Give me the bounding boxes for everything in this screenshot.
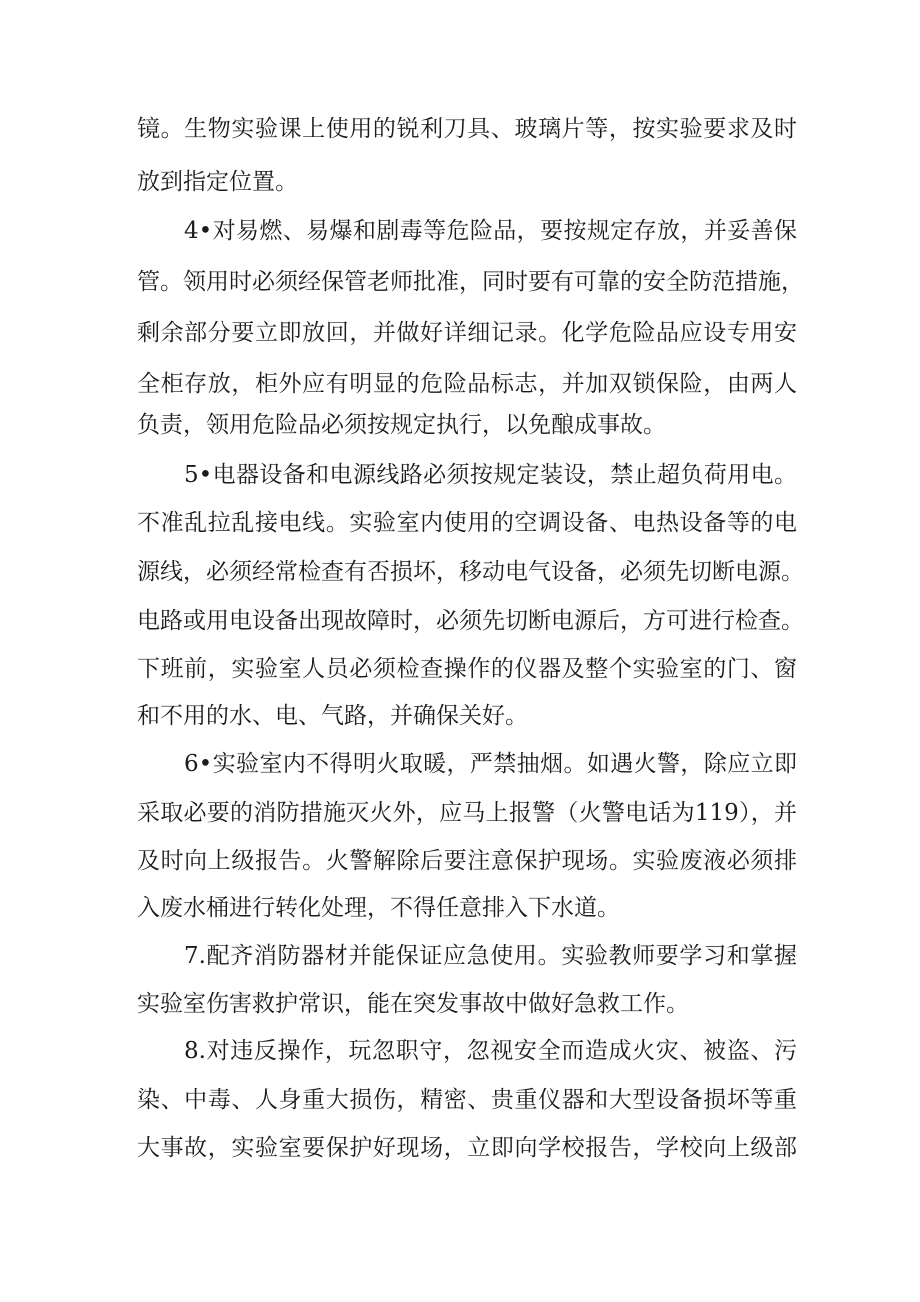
text-line: 7.配齐消防器材并能保证应急使用。实验教师要学习和掌握 [184, 943, 797, 969]
text-line: 染、中毒、人身重大损伤，精密、贵重仪器和大型设备损坏等重 [137, 1087, 797, 1113]
text-line: 入废水桶进行转化处理，不得任意排入下水道。 [137, 895, 620, 921]
text-line: 4•对易燃、易爆和剧毒等危险品，要按规定存放，并妥善保 [184, 218, 797, 244]
text-line: 及时向上级报告。火警解除后要注意保护现场。实验废液必须排 [137, 848, 797, 874]
text-line: 实验室伤害救护常识，能在突发事故中做好急救工作。 [137, 991, 689, 1017]
text-line: 镜。生物实验课上使用的锐利刀具、玻璃片等，按实验要求及时 [137, 116, 797, 142]
text-line: 不准乱拉乱接电线。实验室内使用的空调设备、电热设备等的电 [137, 510, 797, 536]
text-line: 全柜存放，柜外应有明显的危险品标志，并加双锁保险，由两人 [137, 371, 797, 397]
text-line: 8.对违反操作，玩忽职守，忽视安全而造成火灾、被盗、污 [184, 1038, 797, 1064]
text-line: 和不用的水、电、气路，并确保关好。 [137, 703, 528, 729]
text-line: 剩余部分要立即放回，并做好详细记录。化学危险品应设专用安 [137, 320, 797, 346]
text-line: 下班前，实验室人员必须检查操作的仪器及整个实验室的门、窗 [137, 656, 797, 682]
text-line: 放到指定位置。 [137, 169, 298, 195]
text-line: 大事故，实验室要保护好现场，立即向学校报告，学校向上级部 [137, 1135, 797, 1161]
text-line: 6•实验室内不得明火取暖，严禁抽烟。如遇火警，除应立即 [184, 751, 797, 777]
text-line: 电路或用电设备出现故障时，必须先切断电源后，方可进行检查。 [137, 608, 804, 634]
text-line: 管。领用时必须经保管老师批准，同时要有可靠的安全防范措施， [137, 269, 804, 295]
text-line: 源线，必须经常检查有否损坏，移动电气设备，必须先切断电源。 [137, 559, 804, 585]
text-line: 5•电器设备和电源线路必须按规定装设，禁止超负荷用电。 [184, 462, 797, 488]
text-line: 采取必要的消防措施灭火外，应马上报警（火警电话为119），并 [137, 800, 797, 826]
text-line: 负责，领用危险品必须按规定执行，以免酿成事故。 [137, 412, 666, 438]
